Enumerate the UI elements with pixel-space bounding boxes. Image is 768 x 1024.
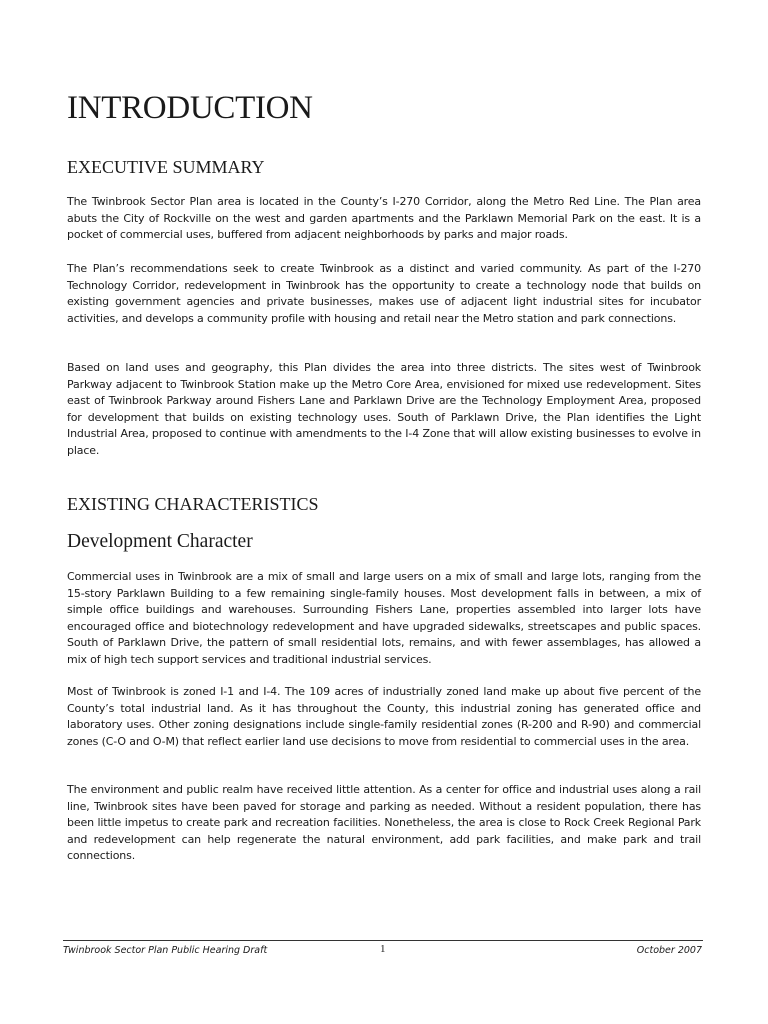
paragraph: The environment and public realm have received little attention. As a center for office and industrial uses along a rail line, Twinbrook sites have been paved for storage and parking as needed. Without a resident population, there has been little impetus to create park and recreation facilities. Nonetheless, the area is close to Rock Creek Regional Park and redevelopment can help regenerate the natural environment, add park facilities, and make park and trail connections.: [67, 783, 701, 863]
page-title: INTRODUCTION: [67, 90, 313, 126]
subsection-heading-development-character: Development Character: [67, 531, 253, 552]
section-heading-executive-summary: EXECUTIVE SUMMARY: [67, 157, 265, 177]
paragraph: Based on land uses and geography, this Plan divides the area into three districts. The sites west of Twinbrook Parkway adjacent to Twinbrook Station make up the Metro Core Area, envisioned for mixed use redevelopment. Sites east of Twinbrook Parkway around Fishers Lane and Parklawn Drive are the Technology Employment Area, proposed for development that builds on existing technology uses. South of Parklawn Drive, the Plan identifies the Light Industrial Area, proposed to continue with amendments to the I-4 Zone that will allow existing businesses to evolve in place.: [67, 361, 701, 457]
footer-document-title: Twinbrook Sector Plan Public Hearing Draft: [63, 945, 268, 956]
footer-divider: [63, 940, 703, 941]
paragraph: Most of Twinbrook is zoned I-1 and I-4. The 109 acres of industrially zoned land make up about five percent of the County’s total industrial land. As it has throughout the County, this industrial zoning has generated office and laboratory uses. Other zoning designations include single-family residential zones (R-200 and R-90) and commercial zones (C-O and O-M) that reflect earlier land use decisions to move from residential to commercial uses in the area.: [67, 685, 701, 748]
paragraph: The Twinbrook Sector Plan area is located in the County’s I-270 Corridor, along the Metro Red Line. The Plan area abuts the City of Rockville on the west and garden apartments and the Parklawn Memorial Park on the east. It is a pocket of commercial uses, buffered from adjacent neighborhoods by parks and major roads.: [67, 195, 701, 242]
footer-page-number: 1: [380, 943, 386, 955]
paragraph: The Plan’s recommendations seek to create Twinbrook as a distinct and varied community. As part of the I-270 Technology Corridor, redevelopment in Twinbrook has the opportunity to create a technology node that builds on existing government agencies and private businesses, makes use of adjacent light industrial sites for incubator activities, and develops a community profile with housing and retail near the Metro station and park connections.: [67, 262, 701, 325]
section-heading-existing-characteristics: EXISTING CHARACTERISTICS: [67, 494, 319, 514]
footer-date: October 2007: [636, 945, 702, 956]
paragraph: Commercial uses in Twinbrook are a mix of small and large users on a mix of small and large lots, ranging from the 15-story Parklawn Building to a few remaining single-family houses. Most development falls in between, a mix of simple office buildings and warehouses. Surrounding Fishers Lane, properties assembled into larger lots have encouraged office and biotechnology redevelopment and have upgraded sidewalks, streetscapes and public spaces. South of Parklawn Drive, the pattern of small residential lots, remains, and with fewer assemblages, has allowed a mix of high tech support services and traditional industrial services.: [67, 570, 701, 666]
